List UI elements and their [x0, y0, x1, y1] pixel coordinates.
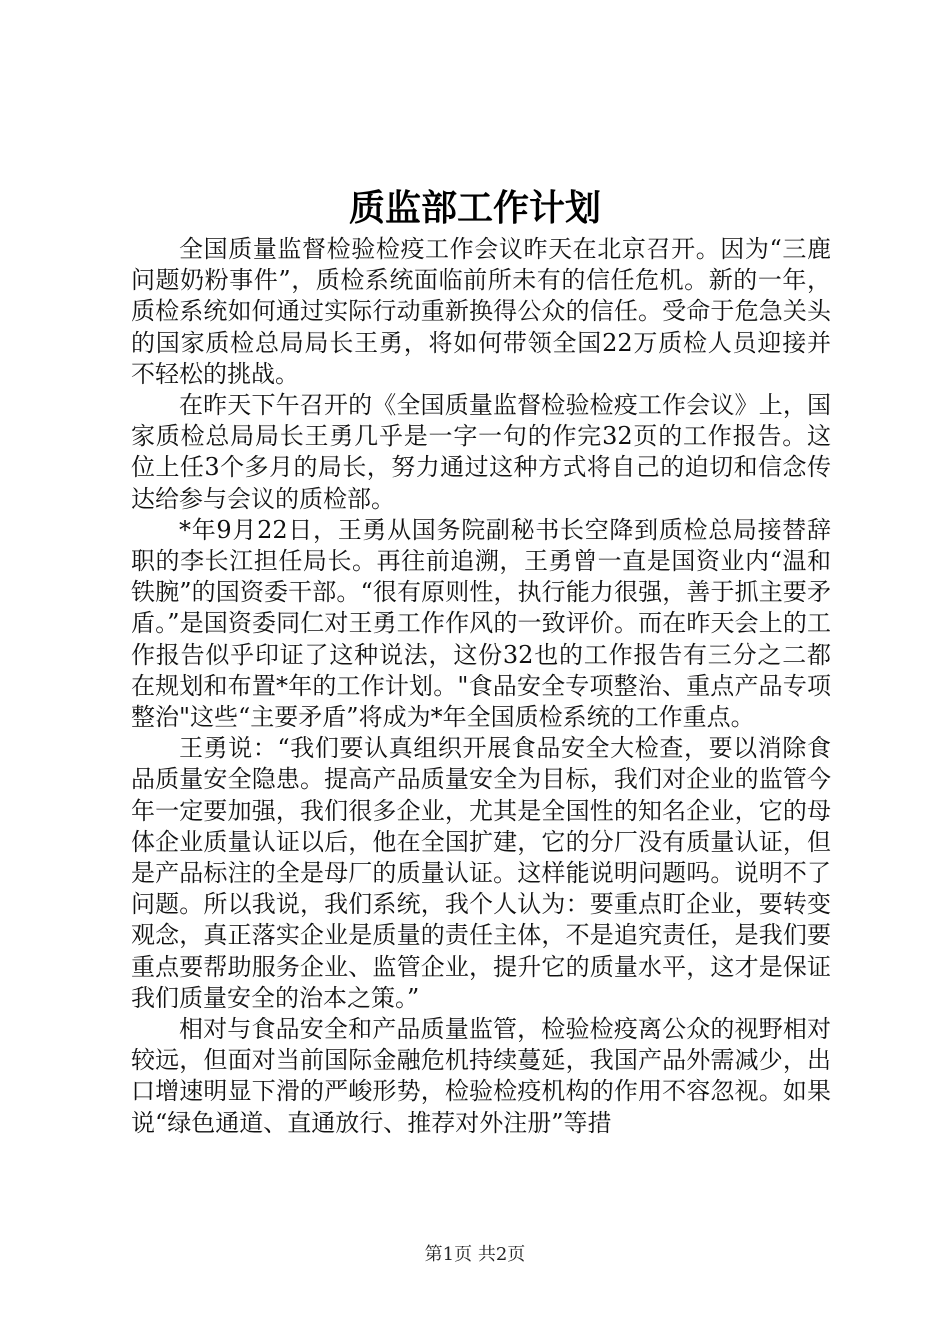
paragraph-1: 全国质量监督检验检疫工作会议昨天在北京召开。因为“三鹿问题奶粉事件”，质检系统面临前所未有的信任危机。新的一年，质检系统如何通过实际行动重新换得公众的信任。受命于危急关头的国家质检总局局长王勇，将如何带领全国22万质检人员迎接并不轻松的挑战。 — [131, 235, 831, 388]
paragraph-5: 相对与食品安全和产品质量监管，检验检疫离公众的视野相对较远，但面对当前国际金融危机持续蔓延，我国产品外需减少，出口增速明显下滑的严峻形势，检验检疫机构的作用不容忽视。如果说“绿色通道、直通放行、推荐对外注册”等措 — [131, 1015, 831, 1137]
document-body — [131, 234, 831, 1139]
document-title: 质监部工作计划 — [348, 187, 601, 229]
paragraph-4: 王勇说：“我们要认真组织开展食品安全大检查，要以消除食品质量安全隐患。提高产品质量安全为目标，我们对企业的监管今年一定要加强，我们很多企业，尤其是全国性的知名企业，它的母体企业质量认证以后，他在全国扩建，它的分厂没有质量认证，但是产品标注的全是母厂的质量认证。这样能说明问题吗。说明不了问题。所以我说，我们系统，我个人认为：要重点盯企业，要转变观念，真正落实企业是质量的责任主体，不是追究责任，是我们要重点要帮助服务企业、监管企业，提升它的质量水平，这才是保证我们质量安全的治本之策。” — [131, 734, 831, 1012]
page-footer: 第1页 共2页 — [424, 1244, 526, 1265]
paragraph-3: *年9月22日，王勇从国务院副秘书长空降到质检总局接替辞职的李长江担任局长。再往前追溯，王勇曾一直是国资业内“温和铁腕”的国资委干部。“很有原则性，执行能力很强，善于抓主要矛盾。”是国资委同仁对王勇工作作风的一致评价。而在昨天会上的工作报告似乎印证了这种说法，这份32也的工作报告有三分之二都在规划和布置*年的工作计划。"食品安全专项整治、重点产品专项整治"这些“主要矛盾”将成为*年全国质检系统的工作重点。 — [131, 515, 831, 732]
paragraph-2: 在昨天下午召开的《全国质量监督检验检疫工作会议》上，国家质检总局局长王勇几乎是一字一句的作完32页的工作报告。这位上任3个多月的局长，努力通过这种方式将自己的迫切和信念传达给参与会议的质检部。 — [131, 391, 831, 513]
